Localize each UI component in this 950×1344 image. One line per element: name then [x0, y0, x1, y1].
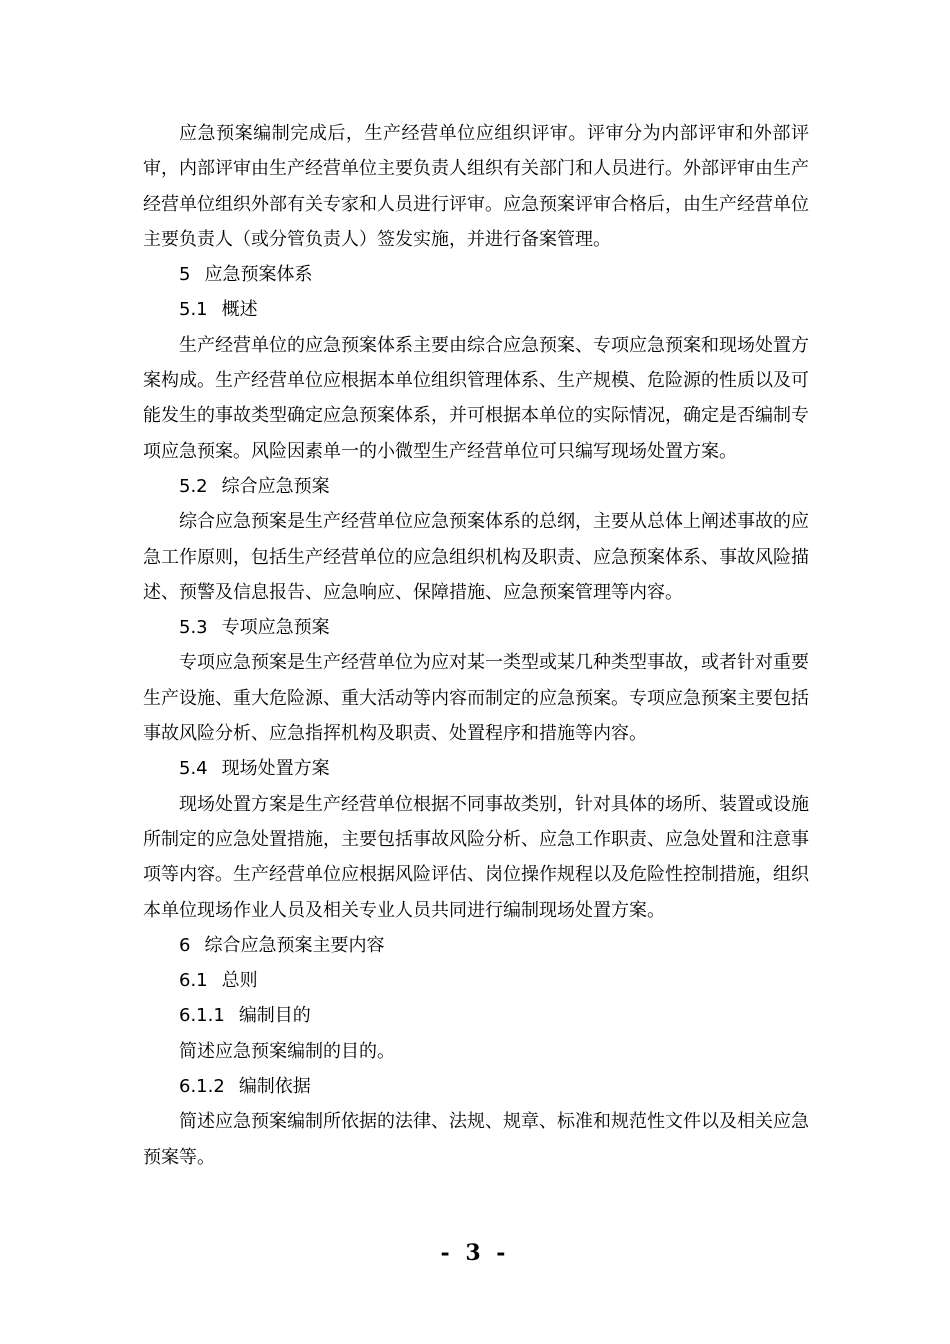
- section-title: 综合应急预案: [221, 475, 330, 497]
- section-number: 5.4: [179, 758, 208, 780]
- section-number: 6.1.2: [179, 1076, 225, 1098]
- paragraph-basis: 简述应急预案编制所依据的法律、法规、规章、标准和规范性文件以及相关应急预案等。: [143, 1111, 809, 1168]
- section-number: 6: [179, 934, 191, 956]
- section-title: 概述: [221, 299, 258, 321]
- section-number: 6.1: [179, 970, 208, 992]
- page-number: - 3 -: [440, 1240, 510, 1266]
- section-title: 应急预案体系: [204, 264, 313, 286]
- section-heading-6-1: [143, 963, 809, 998]
- section-number: 5.3: [179, 617, 208, 639]
- section-heading-5-1: [143, 292, 809, 327]
- section-number: 5.2: [179, 475, 208, 497]
- section-title: 现场处置方案: [221, 758, 330, 780]
- paragraph-comprehensive-plan: 综合应急预案是生产经营单位应急预案体系的总纲，主要从总体上阐述事故的应急工作原则，包括生产经营单位的应急组织机构及职责、应急预案体系、事故风险描述、预警及信息报告、应急响应、保障措施、应急预案管理等内容。: [143, 511, 809, 603]
- section-number: 5: [179, 264, 191, 286]
- section-title: 编制目的: [238, 1005, 311, 1027]
- section-number: 5.1: [179, 299, 208, 321]
- section-heading-5-3: [143, 610, 809, 645]
- paragraph-onsite-plan: 现场处置方案是生产经营单位根据不同事故类别，针对具体的场所、装置或设施所制定的应急处置措施，主要包括事故风险分析、应急工作职责、应急处置和注意事项等内容。生产经营单位应根据风险评估、岗位操作规程以及危险性控制措施，组织本单位现场作业人员及相关专业人员共同进行编制现场处置方案。: [143, 793, 809, 921]
- paragraph-review: 应急预案编制完成后，生产经营单位应组织评审。评审分为内部评审和外部评审，内部评审由生产经营单位主要负责人组织有关部门和人员进行。外部评审由生产经营单位组织外部有关专家和人员进行评审。应急预案评审合格后，由生产经营单位主要负责人（或分管负责人）签发实施，并进行备案管理。: [143, 123, 809, 250]
- paragraph-overview: 生产经营单位的应急预案体系主要由综合应急预案、专项应急预案和现场处置方案构成。生产经营单位应根据本单位组织管理体系、生产规模、危险源的性质以及可能发生的事故类型确定应急预案体系，并可根据本单位的实际情况，确定是否编制专项应急预案。风险因素单一的小微型生产经营单位可只编写现场处置方案。: [143, 334, 809, 462]
- section-title: 总则: [221, 970, 258, 992]
- section-number: 6.1.1: [179, 1005, 225, 1027]
- document-body: [143, 116, 809, 1175]
- paragraph-purpose: 简述应急预案编制的目的。: [179, 1040, 395, 1062]
- section-heading-6-1-1: [143, 998, 809, 1033]
- section-heading-5-2: [143, 469, 809, 504]
- section-heading-6-1-2: [143, 1069, 809, 1104]
- paragraph-special-plan: 专项应急预案是生产经营单位为应对某一类型或某几种类型事故，或者针对重要生产设施、重大危险源、重大活动等内容而制定的应急预案。专项应急预案主要包括事故风险分析、应急指挥机构及职责、处置程序和措施等内容。: [143, 652, 809, 745]
- section-title: 编制依据: [238, 1076, 311, 1098]
- section-heading-5: [143, 257, 809, 292]
- section-heading-6: [143, 928, 809, 963]
- section-title: 专项应急预案: [221, 617, 330, 639]
- section-title: 综合应急预案主要内容: [204, 934, 385, 956]
- section-heading-5-4: [143, 751, 809, 786]
